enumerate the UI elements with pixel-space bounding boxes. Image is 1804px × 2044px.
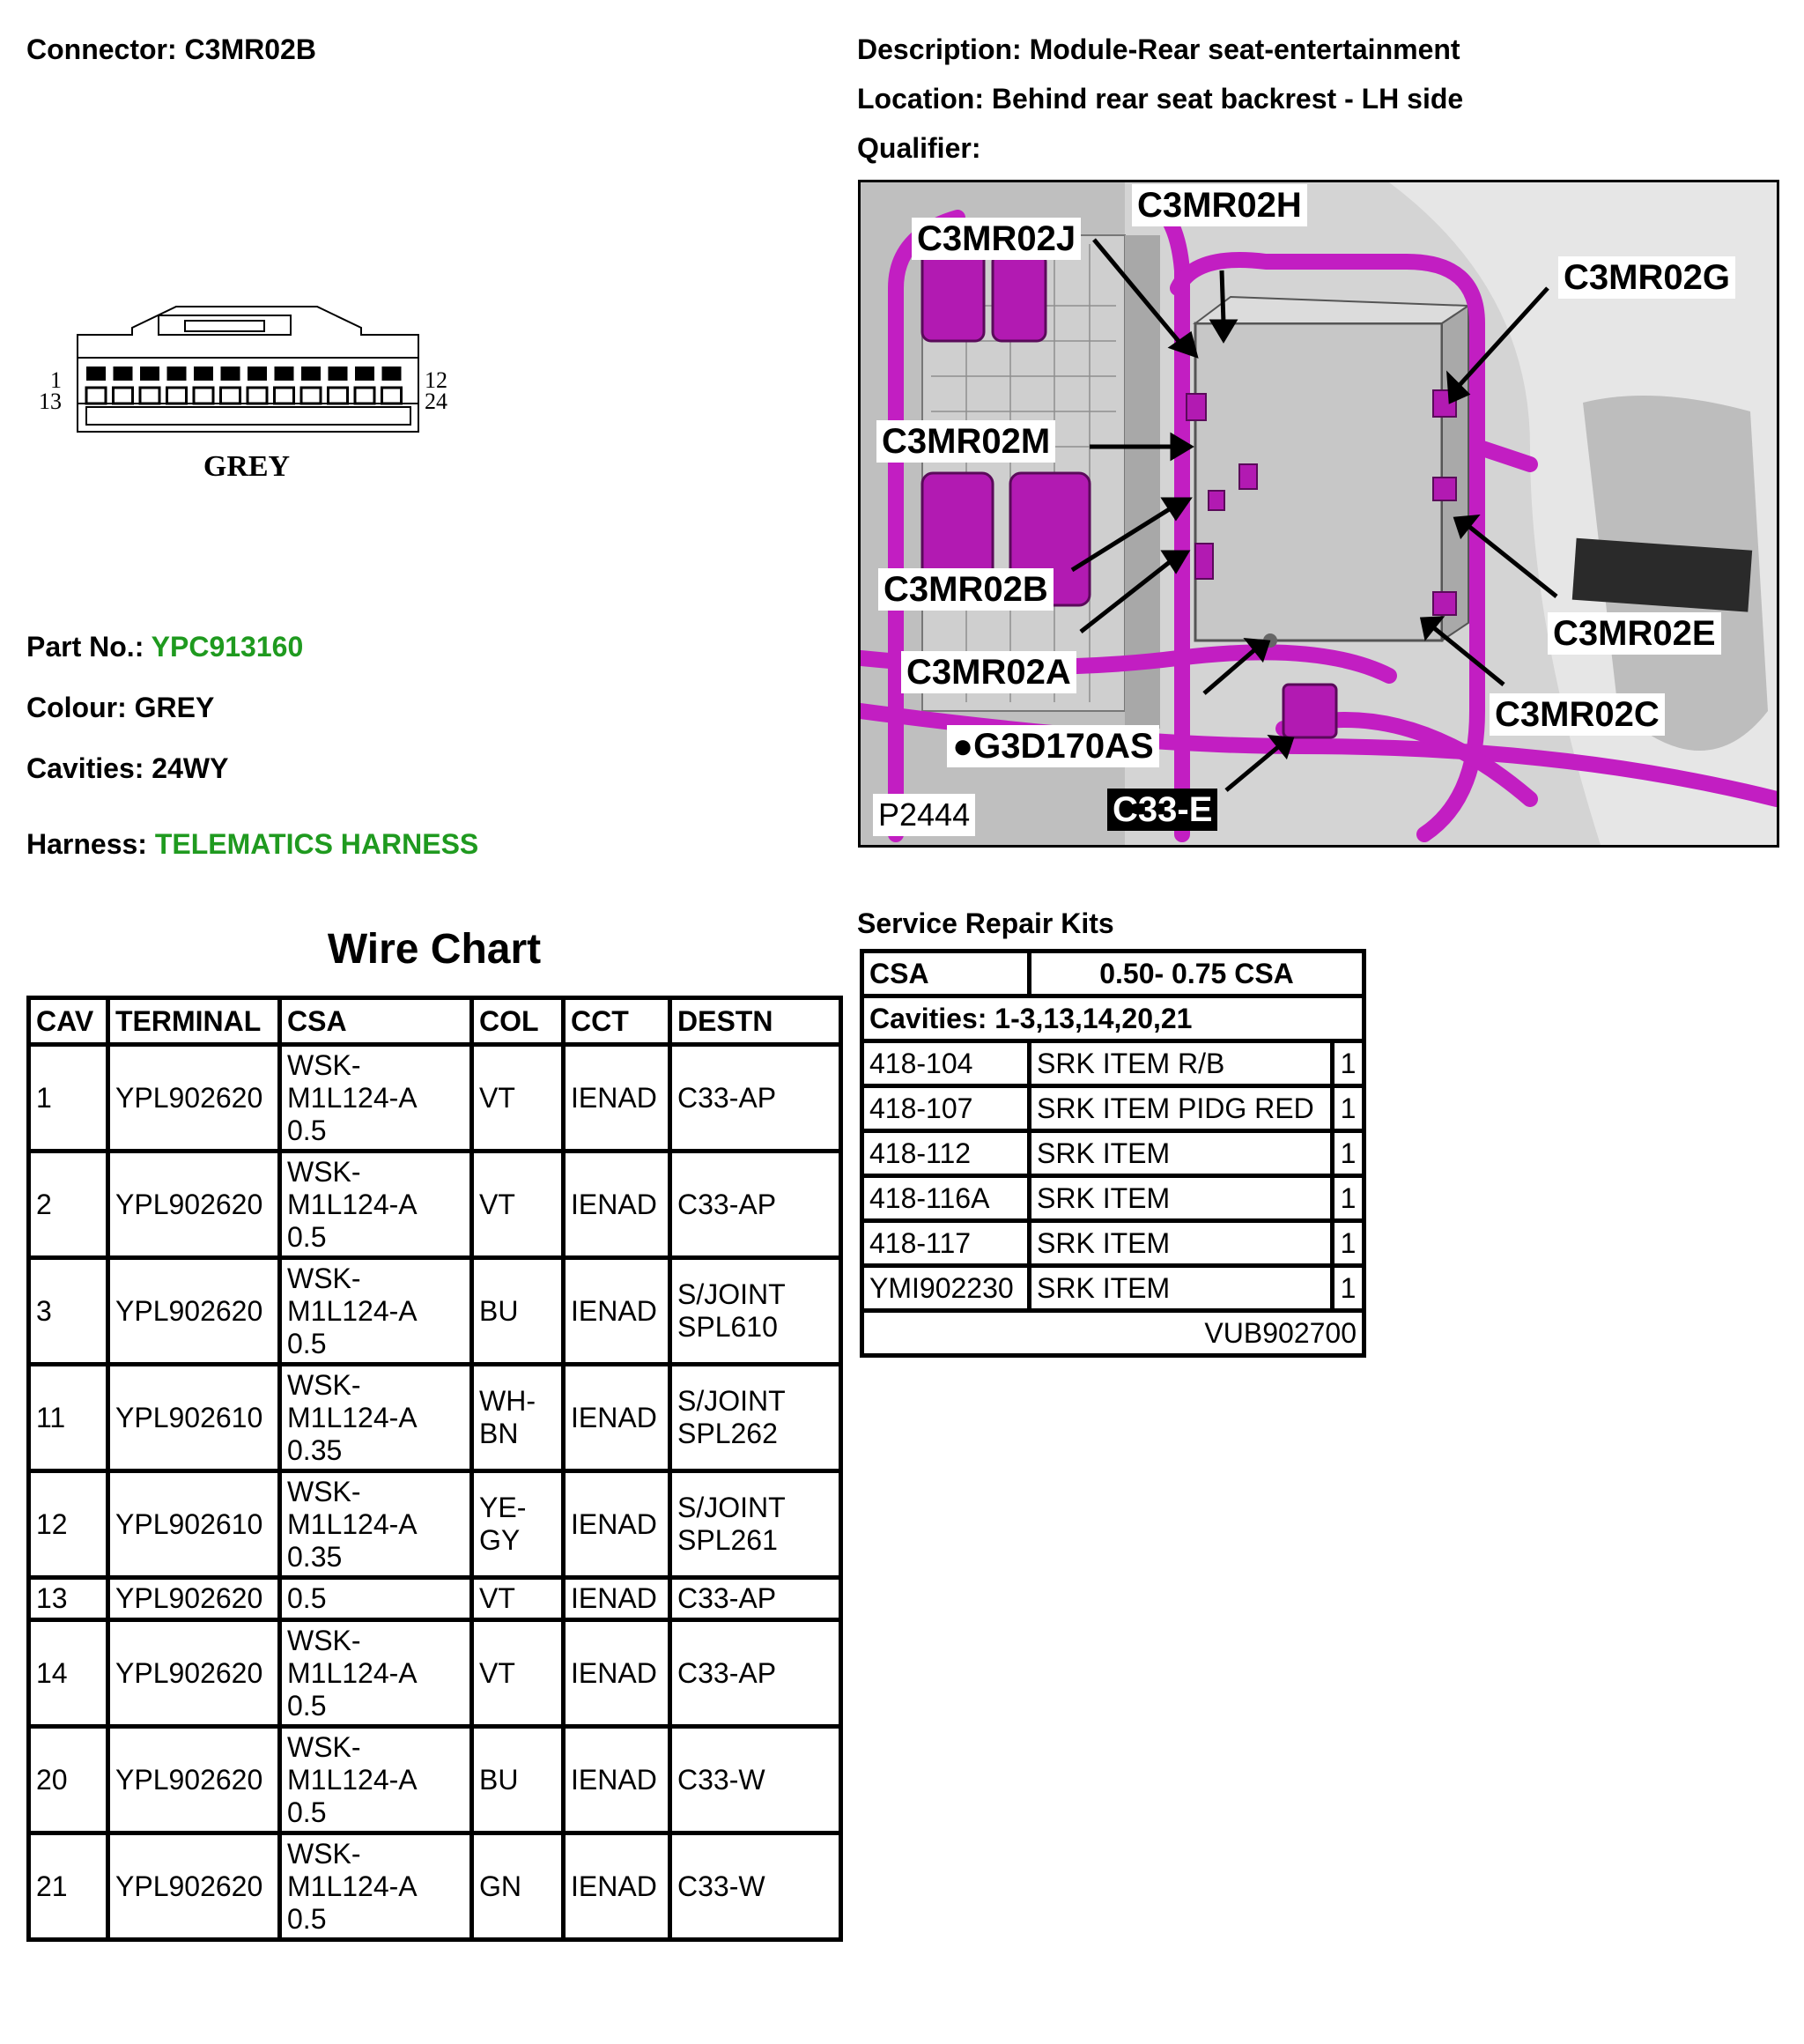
cell-csa — [280, 1727, 472, 1833]
cell-csa-line: M1L124-A — [287, 1081, 418, 1114]
cell-csa-line: WSK- — [287, 1048, 361, 1081]
cell-csa — [280, 1471, 472, 1578]
location-line — [857, 83, 1463, 115]
srk-description: SRK ITEM R/B — [1030, 1041, 1333, 1086]
cell-col — [472, 1727, 564, 1833]
cell-col — [472, 1258, 564, 1365]
cell-cav: 1 — [29, 1045, 108, 1152]
cell-csa — [280, 1365, 472, 1471]
connector-line — [26, 33, 316, 66]
cell-terminal: YPL902610 — [108, 1471, 280, 1578]
cell-csa-line: WSK- — [287, 1262, 361, 1294]
srk-description: SRK ITEM — [1030, 1131, 1333, 1176]
callout-c3mr02c: C3MR02C — [1490, 693, 1665, 736]
srk-quantity: 1 — [1333, 1131, 1364, 1176]
wire-row — [29, 1258, 841, 1365]
srk-cavities-row — [862, 996, 1364, 1041]
cell-csa-line: WSK- — [287, 1368, 361, 1401]
cell-destn — [670, 1365, 841, 1471]
srk-quantity: 1 — [1333, 1176, 1364, 1221]
cell-cct: IENAD — [564, 1471, 670, 1578]
wire-chart-body — [29, 1045, 841, 1940]
pin-cavity-16 — [167, 388, 187, 404]
cell-terminal: YPL902620 — [108, 1833, 280, 1940]
cell-col — [472, 1365, 564, 1471]
cavities-label: Cavities: — [26, 752, 144, 784]
pin-cavity-22 — [329, 388, 348, 404]
callout-c3mr02a: C3MR02A — [901, 651, 1076, 693]
cell-csa-line: 0.5 — [287, 1689, 327, 1722]
cell-terminal: YPL902610 — [108, 1365, 280, 1471]
cell-destn-line: C33-AP — [677, 1582, 777, 1614]
srk-part-number: 418-117 — [862, 1221, 1030, 1266]
cell-csa-line: M1L124-A — [287, 1401, 418, 1433]
cell-csa-line: M1L124-A — [287, 1507, 418, 1540]
ground-symbol-icon: ● — [952, 727, 974, 766]
srk-description: SRK ITEM — [1030, 1221, 1333, 1266]
cell-cct: IENAD — [564, 1258, 670, 1365]
wire-row — [29, 1471, 841, 1578]
callout-c3mr02h: C3MR02H — [1132, 184, 1307, 226]
srk-csa-row — [862, 952, 1364, 996]
srk-item-row — [862, 1176, 1364, 1221]
srk-quantity: 1 — [1333, 1266, 1364, 1311]
cell-cct: IENAD — [564, 1727, 670, 1833]
cell-col-line: BU — [479, 1294, 519, 1327]
srk-part-number: YMI902230 — [862, 1266, 1030, 1311]
pin-cavity-4 — [167, 367, 187, 381]
pin-row-bottom — [86, 388, 402, 404]
wire-row — [29, 1578, 841, 1620]
description-value: Module-Rear seat-entertainment — [1029, 33, 1460, 65]
pin-label-13: 13 — [39, 389, 62, 414]
cell-destn-line: C33-W — [677, 1763, 765, 1796]
col-header-destn: DESTN — [670, 998, 841, 1045]
pin-cavity-13 — [86, 388, 106, 404]
callout-c33-e: C33-E — [1107, 789, 1217, 831]
cell-destn — [670, 1833, 841, 1940]
pin-cavity-5 — [194, 367, 213, 381]
col-header-col: COL — [472, 998, 564, 1045]
cell-destn — [670, 1152, 841, 1258]
photo-reference: P2444 — [873, 794, 975, 836]
cell-csa-line: 0.35 — [287, 1433, 343, 1466]
cell-cav: 21 — [29, 1833, 108, 1940]
cell-csa-line: 0.5 — [287, 1796, 327, 1828]
qualifier-label: Qualifier: — [857, 132, 981, 164]
cell-csa — [280, 1620, 472, 1727]
cell-terminal: YPL902620 — [108, 1620, 280, 1727]
cell-csa-line: 0.5 — [287, 1220, 327, 1253]
colour-value: GREY — [134, 692, 215, 723]
part-no-value[interactable]: YPC913160 — [151, 631, 304, 663]
connector-face-diagram — [26, 300, 476, 493]
cell-col — [472, 1471, 564, 1578]
srk-part-number: 418-116A — [862, 1176, 1030, 1221]
cell-csa-line: 0.5 — [287, 1902, 327, 1935]
srk-csa-label: CSA — [862, 952, 1030, 996]
cell-cct: IENAD — [564, 1365, 670, 1471]
harness-line — [26, 828, 478, 861]
cavities-value: 24WY — [152, 752, 229, 784]
srk-csa-value: 0.50- 0.75 CSA — [1030, 952, 1364, 996]
cell-csa-line: M1L124-A — [287, 1656, 418, 1689]
pin-label-12: 12 — [425, 367, 447, 393]
col-header-cct: CCT — [564, 998, 670, 1045]
col-header-terminal: TERMINAL — [108, 998, 280, 1045]
cell-cav: 11 — [29, 1365, 108, 1471]
cell-destn — [670, 1045, 841, 1152]
col-header-csa: CSA — [280, 998, 472, 1045]
cell-destn — [670, 1258, 841, 1365]
srk-quantity: 1 — [1333, 1221, 1364, 1266]
cell-csa-line: M1L124-A — [287, 1870, 418, 1902]
qualifier-line — [857, 132, 980, 165]
cell-cav: 13 — [29, 1578, 108, 1620]
pin-cavity-14 — [114, 388, 133, 404]
cell-csa-line: 0.5 — [287, 1327, 327, 1359]
pin-cavity-2 — [114, 367, 133, 381]
wire-row — [29, 1620, 841, 1727]
pin-row-top — [86, 367, 402, 381]
cell-csa-line: WSK- — [287, 1475, 361, 1507]
pin-cavity-21 — [301, 388, 321, 404]
srk-kit-number: VUB902700 — [862, 1311, 1364, 1356]
callout-c3mr02b: C3MR02B — [878, 568, 1054, 611]
pin-cavity-19 — [248, 388, 267, 404]
callout-c3mr02e: C3MR02E — [1548, 612, 1721, 655]
srk-item-row — [862, 1041, 1364, 1086]
srk-item-row — [862, 1266, 1364, 1311]
srk-item-row — [862, 1086, 1364, 1131]
colour-label: Colour: — [26, 692, 127, 723]
part-no-label: Part No.: — [26, 631, 144, 663]
cell-csa-line: WSK- — [287, 1155, 361, 1188]
cell-terminal: YPL902620 — [108, 1258, 280, 1365]
cell-terminal: YPL902620 — [108, 1727, 280, 1833]
cell-destn-line: C33-AP — [677, 1081, 777, 1114]
pin-cavity-15 — [140, 388, 159, 404]
connector-value: C3MR02B — [184, 33, 316, 65]
repair-kits-table — [860, 949, 1366, 1358]
cell-csa-line: WSK- — [287, 1730, 361, 1763]
cell-destn — [670, 1471, 841, 1578]
wire-row — [29, 1833, 841, 1940]
description-label: Description: — [857, 33, 1022, 65]
pin-label-1: 1 — [50, 367, 62, 393]
pin-cavity-3 — [140, 367, 159, 381]
srk-description: SRK ITEM PIDG RED — [1030, 1086, 1333, 1131]
description-line — [857, 33, 1460, 66]
cell-csa-line: M1L124-A — [287, 1188, 418, 1220]
repair-kits-title: Service Repair Kits — [857, 907, 1114, 939]
cell-col-line: VT — [479, 1081, 515, 1114]
wire-row — [29, 1152, 841, 1258]
pin-cavity-6 — [221, 367, 240, 381]
cell-col-line: GY — [479, 1524, 521, 1556]
pin-cavity-11 — [355, 367, 374, 381]
cell-destn — [670, 1578, 841, 1620]
callout-g3d170as — [947, 725, 1159, 767]
cell-cct: IENAD — [564, 1045, 670, 1152]
cavities-line — [26, 752, 228, 785]
cell-col — [472, 1152, 564, 1258]
cell-cav: 20 — [29, 1727, 108, 1833]
pin-cavity-18 — [221, 388, 240, 404]
location-value: Behind rear seat backrest - LH side — [991, 83, 1464, 115]
cell-destn — [670, 1620, 841, 1727]
harness-value[interactable]: TELEMATICS HARNESS — [154, 828, 479, 860]
wire-row — [29, 1045, 841, 1152]
pin-cavity-10 — [329, 367, 348, 381]
colour-line — [26, 692, 214, 724]
cell-cct: IENAD — [564, 1620, 670, 1727]
cell-destn-line: C33-AP — [677, 1188, 777, 1220]
cell-destn-line: SPL610 — [677, 1311, 778, 1343]
location-label: Location: — [857, 83, 984, 115]
srk-part-number: 418-104 — [862, 1041, 1030, 1086]
wire-row — [29, 1365, 841, 1471]
cell-csa — [280, 1258, 472, 1365]
cell-csa-line: 0.5 — [287, 1582, 327, 1614]
pin-cavity-1 — [86, 367, 106, 381]
cell-destn-line: SPL262 — [677, 1418, 778, 1449]
callout-c3mr02j: C3MR02J — [912, 218, 1081, 260]
pin-cavity-8 — [275, 367, 294, 381]
cell-destn-line: SPL261 — [677, 1524, 778, 1556]
pin-label-24: 24 — [425, 389, 447, 414]
pin-cavity-24 — [382, 388, 402, 404]
srk-quantity: 1 — [1333, 1041, 1364, 1086]
harness-label: Harness: — [26, 828, 147, 860]
cell-col — [472, 1045, 564, 1152]
pin-cavity-7 — [248, 367, 267, 381]
srk-item-row — [862, 1131, 1364, 1176]
location-photo — [858, 180, 1779, 848]
cell-csa — [280, 1152, 472, 1258]
cell-col-line: YE- — [479, 1492, 527, 1523]
cell-cct: IENAD — [564, 1578, 670, 1620]
cell-col — [472, 1833, 564, 1940]
srk-description: SRK ITEM — [1030, 1266, 1333, 1311]
srk-kit-row — [862, 1311, 1364, 1356]
cell-csa — [280, 1833, 472, 1940]
cell-col-line: BU — [479, 1763, 519, 1796]
cell-cct: IENAD — [564, 1833, 670, 1940]
cell-col — [472, 1620, 564, 1727]
srk-quantity: 1 — [1333, 1086, 1364, 1131]
srk-item-row — [862, 1221, 1364, 1266]
srk-part-number: 418-112 — [862, 1131, 1030, 1176]
pin-cavity-9 — [301, 367, 321, 381]
cell-terminal: YPL902620 — [108, 1152, 280, 1258]
cell-col-line: WH- — [479, 1385, 536, 1417]
pin-cavity-23 — [355, 388, 374, 404]
ground-label: G3D170AS — [973, 727, 1154, 766]
cell-cav: 2 — [29, 1152, 108, 1258]
cell-destn-line: S/JOINT — [677, 1492, 786, 1523]
connector-colour-caption: GREY — [203, 450, 291, 483]
wire-chart-header-row — [29, 998, 841, 1045]
cell-destn-line: C33-W — [677, 1870, 765, 1902]
cell-col-line: VT — [479, 1656, 515, 1689]
pin-cavity-17 — [194, 388, 213, 404]
cell-csa-line: M1L124-A — [287, 1294, 418, 1327]
cell-csa-line: 0.5 — [287, 1114, 327, 1146]
cell-cav: 14 — [29, 1620, 108, 1727]
cell-csa — [280, 1045, 472, 1152]
callout-c3mr02m: C3MR02M — [876, 420, 1055, 463]
cell-col-line: BN — [479, 1418, 519, 1449]
part-no-line — [26, 631, 303, 663]
srk-cavities: Cavities: 1-3,13,14,20,21 — [862, 996, 1364, 1041]
connector-label: Connector: — [26, 33, 177, 65]
cell-destn-line: C33-AP — [677, 1656, 777, 1689]
cell-csa-line: M1L124-A — [287, 1763, 418, 1796]
pin-cavity-12 — [382, 367, 402, 381]
cell-destn-line: S/JOINT — [677, 1278, 786, 1310]
cell-csa — [280, 1578, 472, 1620]
cell-terminal: YPL902620 — [108, 1045, 280, 1152]
srk-description: SRK ITEM — [1030, 1176, 1333, 1221]
wire-row — [29, 1727, 841, 1833]
cell-col-line: VT — [479, 1582, 515, 1614]
cell-col-line: GN — [479, 1870, 521, 1902]
cell-terminal: YPL902620 — [108, 1578, 280, 1620]
cell-csa-line: WSK- — [287, 1837, 361, 1870]
cell-csa-line: WSK- — [287, 1624, 361, 1656]
callout-c3mr02g: C3MR02G — [1558, 256, 1735, 299]
srk-part-number: 418-107 — [862, 1086, 1030, 1131]
cell-cav: 3 — [29, 1258, 108, 1365]
cell-destn — [670, 1727, 841, 1833]
wire-chart-table — [26, 996, 843, 1942]
col-header-cav: CAV — [29, 998, 108, 1045]
cell-col-line: VT — [479, 1188, 515, 1220]
cell-cav: 12 — [29, 1471, 108, 1578]
cell-destn-line: S/JOINT — [677, 1385, 786, 1417]
cell-cct: IENAD — [564, 1152, 670, 1258]
cell-col — [472, 1578, 564, 1620]
pin-cavity-20 — [275, 388, 294, 404]
wire-chart-title: Wire Chart — [327, 926, 542, 973]
cell-csa-line: 0.35 — [287, 1540, 343, 1573]
